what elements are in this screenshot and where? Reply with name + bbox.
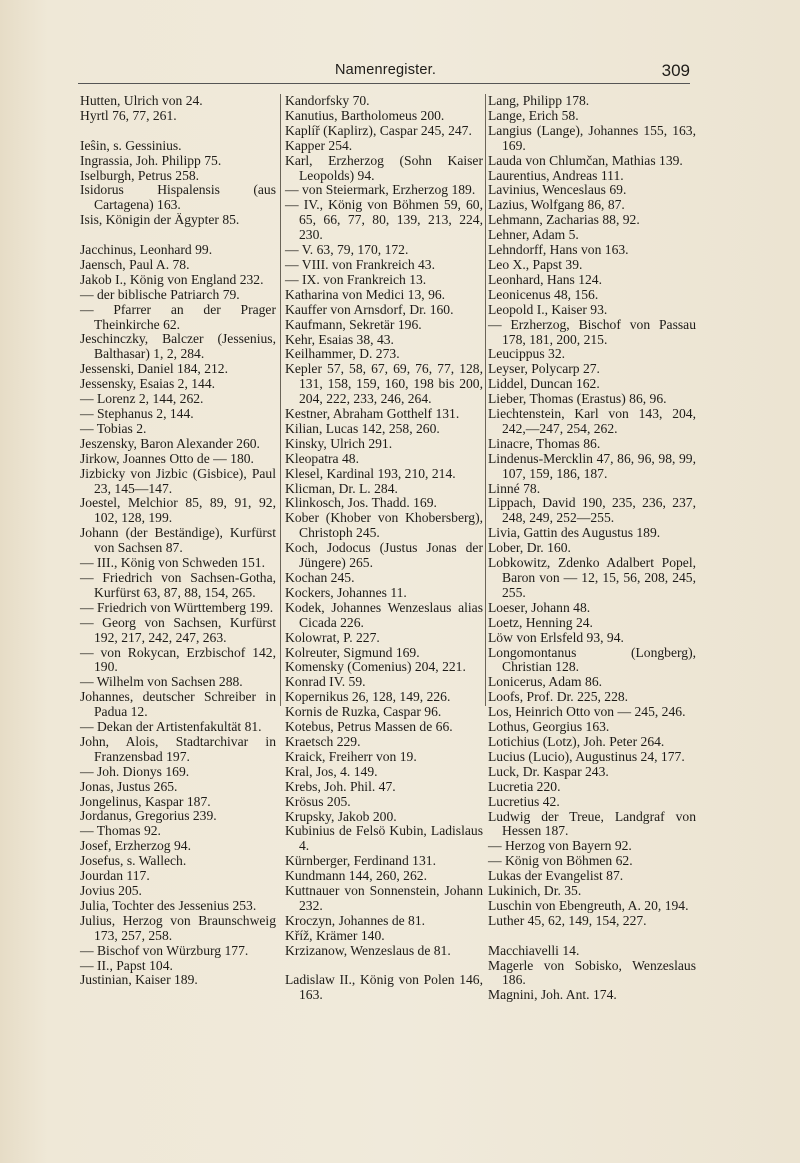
- index-entry: — VIII. von Frankreich 43.: [285, 256, 436, 272]
- index-entry: Liddel, Duncan 162.: [488, 376, 600, 392]
- index-entry: Jordanus, Gregorius 239.: [80, 808, 217, 824]
- index-entry: — III., König von Schweden 151.: [80, 555, 265, 571]
- index-entry: Loeser, Johann 48.: [488, 599, 591, 615]
- index-entry: — Bischof von Würzburg 177.: [80, 942, 249, 958]
- index-entry: Kestner, Abraham Gotthelf 131.: [285, 406, 460, 422]
- index-entry: Magnini, Joh. Ant. 174.: [488, 987, 617, 1003]
- index-entry: Lothus, Georgius 163.: [488, 719, 610, 735]
- index-entry: Konrad IV. 59.: [285, 674, 366, 690]
- index-entry: Jeszensky, Baron Alexander 260.: [80, 435, 260, 451]
- index-entry: — IX. von Frankreich 13.: [285, 271, 427, 287]
- index-entry: — V. 63, 79, 170, 172.: [285, 242, 409, 258]
- index-entry: Kral, Jos, 4. 149.: [285, 763, 378, 779]
- index-entry: Ieŝin, s. Gessinius.: [80, 137, 182, 153]
- index-entry: Laurentius, Andreas 111.: [488, 167, 624, 183]
- index-entry: Hutten, Ulrich von 24.: [80, 93, 203, 108]
- index-entry: Kilian, Lucas 142, 258, 260.: [285, 420, 440, 436]
- index-entry: Jessenski, Daniel 184, 212.: [80, 361, 229, 377]
- index-entry: Lauda von Chlumčan, Mathias 139.: [488, 152, 683, 168]
- index-entry: Kapper 254.: [285, 137, 353, 153]
- index-entry: — der biblische Patriarch 79.: [80, 286, 240, 302]
- index-entry: Josefus, s. Wallech.: [80, 853, 187, 869]
- index-entry: Hyrtl 76, 77, 261.: [80, 107, 177, 123]
- index-entry: Klinkosch, Jos. Thadd. 169.: [285, 495, 437, 511]
- index-entry: Krebs, Joh. Phil. 47.: [285, 778, 396, 794]
- running-header: [70, 60, 690, 84]
- index-entry: Isidorus Hispalensis (aus Cartagena) 163.: [80, 182, 276, 213]
- index-entry: Kopernikus 26, 128, 149, 226.: [285, 689, 451, 705]
- index-entry: Jonas, Justus 265.: [80, 778, 178, 794]
- index-entry: — König von Böhmen 62.: [488, 853, 633, 869]
- index-entry: — Lorenz 2, 144, 262.: [80, 391, 204, 407]
- index-entry: Ludwig der Treue, Landgraf von Hessen 187.: [488, 808, 696, 839]
- index-entry: Lucretia 220.: [488, 778, 561, 794]
- index-entry: Loetz, Henning 24.: [488, 614, 593, 630]
- index-entry: Jakob I., König von England 232.: [80, 271, 264, 287]
- index-entry: Lobkowitz, Zdenko Adalbert Popel, Baron von — 12, 15, 56, 208, 245, 255.: [488, 555, 696, 600]
- index-entry: John, Alois, Stadtarchivar in Franzensbad 197.: [80, 733, 276, 764]
- index-entry: Kubinius de Felsö Kubin, Ladislaus 4.: [285, 823, 483, 854]
- index-entry: Lotichius (Lotz), Joh. Peter 264.: [488, 733, 665, 749]
- index-entry: — Herzog von Bayern 92.: [488, 838, 632, 854]
- index-entry: Lazius, Wolfgang 86, 87.: [488, 197, 625, 213]
- index-entry: Jongelinus, Kaspar 187.: [80, 793, 211, 809]
- index-entry: Karl, Erzherzog (Sohn Kaiser Leopolds) 94.: [285, 152, 483, 183]
- index-entry: Kochan 245.: [285, 570, 355, 585]
- index-entry: Magerle von Sobisko, Wenzeslaus 186.: [488, 957, 696, 988]
- entry-gap: [80, 124, 276, 139]
- index-entry: Kauffer von Arnsdorf, Dr. 160.: [285, 301, 454, 317]
- index-entry: Kober (Khober von Khobersberg), Christoph 245.: [285, 510, 483, 541]
- index-entry: Kolreuter, Sigmund 169.: [285, 644, 420, 660]
- index-entry: — Friedrich von Sachsen-Gotha, Kurfürst 63, 87, 88, 154, 265.: [80, 569, 276, 600]
- index-entry: Krzizanow, Wenzeslaus de 81.: [285, 942, 451, 958]
- index-entry: — Wilhelm von Sachsen 288.: [80, 674, 243, 690]
- running-title: Namenregister.: [335, 62, 437, 78]
- index-entry: Leonhard, Hans 124.: [488, 271, 603, 287]
- index-entry: Leonicenus 48, 156.: [488, 286, 599, 302]
- index-column-2: [285, 94, 483, 1003]
- index-entry: Kroczyn, Johannes de 81.: [285, 912, 426, 928]
- entry-gap: [488, 929, 696, 944]
- index-entry: Lehndorff, Hans von 163.: [488, 242, 629, 258]
- index-entry: Macchiavelli 14.: [488, 942, 580, 958]
- index-entry: Iselburgh, Petrus 258.: [80, 167, 200, 183]
- index-entry: Kockers, Johannes 11.: [285, 584, 407, 600]
- page-number: 309: [661, 61, 690, 80]
- index-entry: Lehmann, Zacharias 88, 92.: [488, 212, 640, 228]
- index-entry: Jaensch, Paul A. 78.: [80, 256, 190, 272]
- index-entry: Jirkow, Joannes Otto de — 180.: [80, 450, 254, 466]
- index-entry: — Erzherzog, Bischof von Passau 178, 181, 200, 215.: [488, 316, 696, 347]
- index-entry: Leucippus 32.: [488, 346, 566, 362]
- index-entry: Isis, Königin der Ägypter 85.: [80, 212, 240, 228]
- index-entry: Julia, Tochter des Jessenius 253.: [80, 897, 257, 913]
- index-entry: Linacre, Thomas 86.: [488, 435, 601, 451]
- index-entry: Komensky (Comenius) 204, 221.: [285, 659, 466, 675]
- index-entry: Lonicerus, Adam 86.: [488, 674, 603, 690]
- index-entry: Ladislaw II., König von Polen 146, 163.: [285, 972, 483, 1003]
- index-entry: Lukinich, Dr. 35.: [488, 883, 582, 899]
- index-entry: Liechtenstein, Karl von 143, 204, 242,—247, 254, 262.: [488, 406, 696, 436]
- index-entry: Krupsky, Jakob 200.: [285, 808, 397, 824]
- index-entry: Kolowrat, P. 227.: [285, 629, 380, 645]
- index-entry: Justinian, Kaiser 189.: [80, 972, 198, 988]
- index-entry: Kraetsch 229.: [285, 733, 361, 749]
- index-entry: Lehner, Adam 5.: [488, 227, 579, 243]
- index-entry: Kaplíř (Kaplirz), Caspar 245, 247.: [285, 122, 472, 138]
- index-entry: Jovius 205.: [80, 883, 142, 898]
- column-divider-1: [280, 94, 281, 706]
- index-entry: — Dekan der Artistenfakultät 81.: [80, 719, 262, 735]
- index-entry: Katharina von Medici 13, 96.: [285, 286, 446, 302]
- index-entry: Livia, Gattin des Augustus 189.: [488, 525, 661, 541]
- index-entry: Lober, Dr. 160.: [488, 540, 571, 556]
- index-entry: Kraick, Freiherr von 19.: [285, 748, 417, 764]
- index-entry: Koch, Jodocus (Justus Jonas der Jüngere) 265.: [285, 540, 483, 571]
- index-entry: — Stephanus 2, 144.: [80, 406, 194, 421]
- index-entry: Lange, Erich 58.: [488, 107, 579, 123]
- index-entry: Jizbicky von Jizbic (Gisbice), Paul 23, 145—147.: [80, 465, 276, 496]
- index-entry: Kundmann 144, 260, 262.: [285, 868, 427, 884]
- index-entry: Leo X., Papst 39.: [488, 256, 583, 272]
- index-entry: Lieber, Thomas (Erastus) 86, 96.: [488, 391, 667, 407]
- index-entry: Kříž, Krämer 140.: [285, 927, 385, 943]
- index-entry: Lindenus-Mercklin 47, 86, 96, 98, 99, 107, 159, 186, 187.: [488, 450, 696, 481]
- index-entry: Lavinius, Wenceslaus 69.: [488, 182, 627, 198]
- index-entry: Kuttnauer von Sonnenstein, Johann 232.: [285, 883, 483, 913]
- index-entry: Leyser, Polycarp 27.: [488, 361, 600, 377]
- index-entry: Loofs, Prof. Dr. 225, 228.: [488, 689, 629, 705]
- index-entry: Kornis de Ruzka, Caspar 96.: [285, 704, 442, 720]
- index-entry: Josef, Erzherzog 94.: [80, 838, 191, 854]
- index-entry: — von Steiermark, Erzherzog 189.: [285, 182, 476, 198]
- index-entry: Klicman, Dr. L. 284.: [285, 480, 398, 496]
- index-entry: — Pfarrer an der Prager Theinkirche 62.: [80, 301, 276, 332]
- column-divider-2: [485, 94, 486, 706]
- index-entry: Lang, Philipp 178.: [488, 93, 590, 108]
- index-entry: Lippach, David 190, 235, 236, 237, 248, 249, 252—255.: [488, 495, 696, 526]
- index-entry: Lukas der Evangelist 87.: [488, 868, 624, 884]
- index-entry: Jourdan 117.: [80, 868, 150, 884]
- index-entry: Jessensky, Esaias 2, 144.: [80, 376, 216, 392]
- index-entry: Johannes, deutscher Schreiber in Padua 12.: [80, 689, 276, 720]
- index-entry: — Thomas 92.: [80, 823, 161, 839]
- index-entry: Kleopatra 48.: [285, 450, 359, 466]
- index-entry: Leopold I., Kaiser 93.: [488, 301, 608, 317]
- index-entry: Julius, Herzog von Braunschweig 173, 257, 258.: [80, 912, 276, 943]
- index-entry: Krösus 205.: [285, 793, 351, 809]
- index-entry: Johann (der Beständige), Kurfürst von Sachsen 87.: [80, 525, 276, 556]
- index-entry: Luther 45, 62, 149, 154, 227.: [488, 912, 647, 928]
- index-entry: Kaufmann, Sekretär 196.: [285, 316, 422, 332]
- index-entry: Kandorfsky 70.: [285, 93, 370, 108]
- index-entry: Keilhammer, D. 273.: [285, 346, 400, 362]
- index-entry: — Friedrich von Württemberg 199.: [80, 599, 274, 615]
- index-entry: Kanutius, Bartholomeus 200.: [285, 107, 445, 123]
- index-entry: — Georg von Sachsen, Kurfürst 192, 217, 242, 247, 263.: [80, 614, 276, 645]
- index-entry: Klesel, Kardinal 193, 210, 214.: [285, 465, 456, 481]
- index-entry: — IV., König von Böhmen 59, 60, 65, 66, 77, 80, 139, 213, 224, 230.: [285, 197, 483, 243]
- index-entry: Jacchinus, Leonhard 99.: [80, 242, 213, 258]
- index-entry: — Joh. Dionys 169.: [80, 763, 190, 779]
- index-entry: Kürnberger, Ferdinand 131.: [285, 853, 436, 869]
- index-entry: Luschin von Ebengreuth, A. 20, 194.: [488, 897, 689, 913]
- index-entry: Longomontanus (Longberg), Christian 128.: [488, 644, 696, 675]
- index-entry: Joestel, Melchior 85, 89, 91, 92, 102, 128, 199.: [80, 495, 276, 526]
- index-entry: Langius (Lange), Johannes 155, 163, 169.: [488, 122, 696, 153]
- index-entry: Ingrassia, Joh. Philipp 75.: [80, 152, 222, 168]
- index-entry: Löw von Erlsfeld 93, 94.: [488, 629, 624, 645]
- index-entry: Kotebus, Petrus Massen de 66.: [285, 719, 453, 735]
- index-entry: Luck, Dr. Kaspar 243.: [488, 763, 609, 779]
- index-entry: — von Rokycan, Erzbischof 142, 190.: [80, 644, 276, 675]
- index-column-1: [80, 94, 276, 988]
- index-entry: — II., Papst 104.: [80, 957, 173, 973]
- index-entry: Jeschinczky, Balczer (Jessenius, Balthasar) 1, 2, 284.: [80, 331, 276, 362]
- entry-gap: [80, 228, 276, 243]
- index-entry: Kinsky, Ulrich 291.: [285, 435, 393, 451]
- index-entry: Kepler 57, 58, 67, 69, 76, 77, 128, 131, 158, 159, 160, 198 bis 200, 204, 222, 233, 246, 264.: [285, 361, 483, 407]
- index-entry: — Tobias 2.: [80, 420, 147, 436]
- index-column-3: [488, 94, 696, 1003]
- index-entry: Los, Heinrich Otto von — 245, 246.: [488, 704, 686, 720]
- index-entry: Lucius (Lucio), Augustinus 24, 177.: [488, 748, 685, 764]
- index-entry: Kehr, Esaias 38, 43.: [285, 331, 394, 347]
- entry-gap: [285, 959, 483, 974]
- index-entry: Lucretius 42.: [488, 793, 560, 809]
- header-rule: [78, 83, 690, 84]
- index-entry: Linné 78.: [488, 480, 541, 496]
- index-entry: Kodek, Johannes Wenzeslaus alias Cicada 226.: [285, 599, 483, 630]
